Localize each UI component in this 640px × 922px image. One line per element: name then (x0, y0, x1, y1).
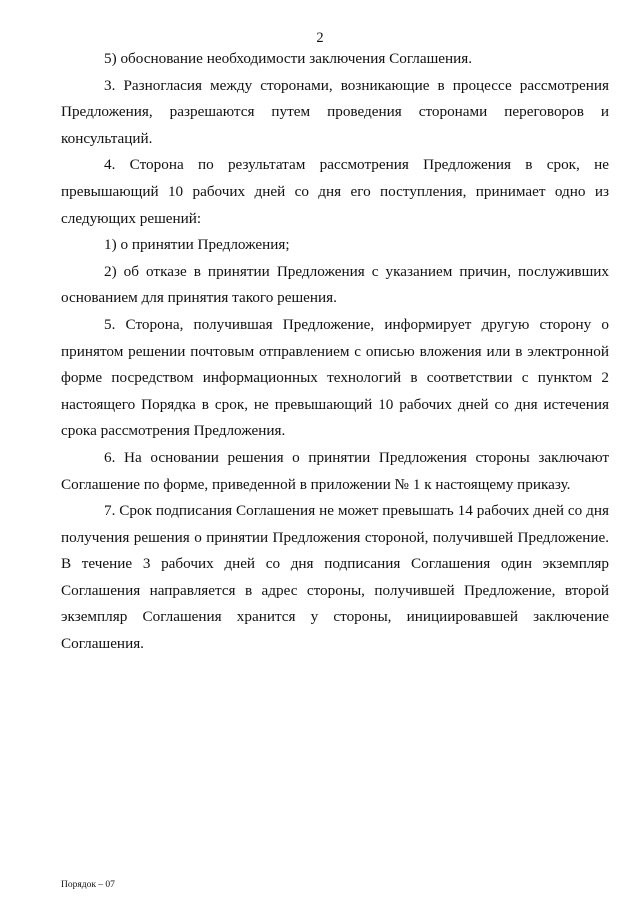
document-body (61, 46, 609, 658)
paragraph-section-3: 3. Разногласия между сторонами, возникающие в процессе рассмотрения Предложения, разрешаются путем проведения сторонами переговоров и консультаций. (61, 76, 609, 147)
paragraph-section-6: 6. На основании решения о принятии Предложения стороны заключают Соглашение по форме, приведенной в приложении № 1 к настоящему приказу. (61, 448, 609, 493)
footer-label: Порядок – 07 (61, 880, 115, 890)
paragraph-section-7: 7. Срок подписания Соглашения не может превышать 14 рабочих дней со дня получения решения о принятии Предложения стороной, получившей Предложение. В течение 3 рабочих дней со дня подписания Соглашения один экземпляр Соглашения направляется в адрес стороны, получившей Предложение, второй экземпляр Соглашения хранится у стороны, инициировавшей заключение Соглашения. (61, 502, 609, 653)
paragraph-item-1: 1) о принятии Предложения; (104, 236, 290, 254)
paragraph-section-5: 5. Сторона, получившая Предложение, информирует другую сторону о принятом решении почтовым отправлением с описью вложения или в электронной форме посредством информационных технологий в соответствии с пунктом 2 настоящего Порядка в срок, не превышающий 10 рабочих дней со дня истечения срока рассмотрения Предложения. (61, 315, 609, 440)
paragraph-section-4: 4. Сторона по результатам рассмотрения Предложения в срок, не превышающий 10 рабочих дней со дня его поступления, принимает одно из следующих решений: (61, 156, 609, 227)
paragraph-item-2: 2) об отказе в принятии Предложения с указанием причин, послуживших основанием для принятия такого решения. (61, 262, 609, 307)
page-number: 2 (316, 30, 324, 46)
paragraph-item-5: 5) обоснование необходимости заключения Соглашения. (104, 50, 473, 67)
